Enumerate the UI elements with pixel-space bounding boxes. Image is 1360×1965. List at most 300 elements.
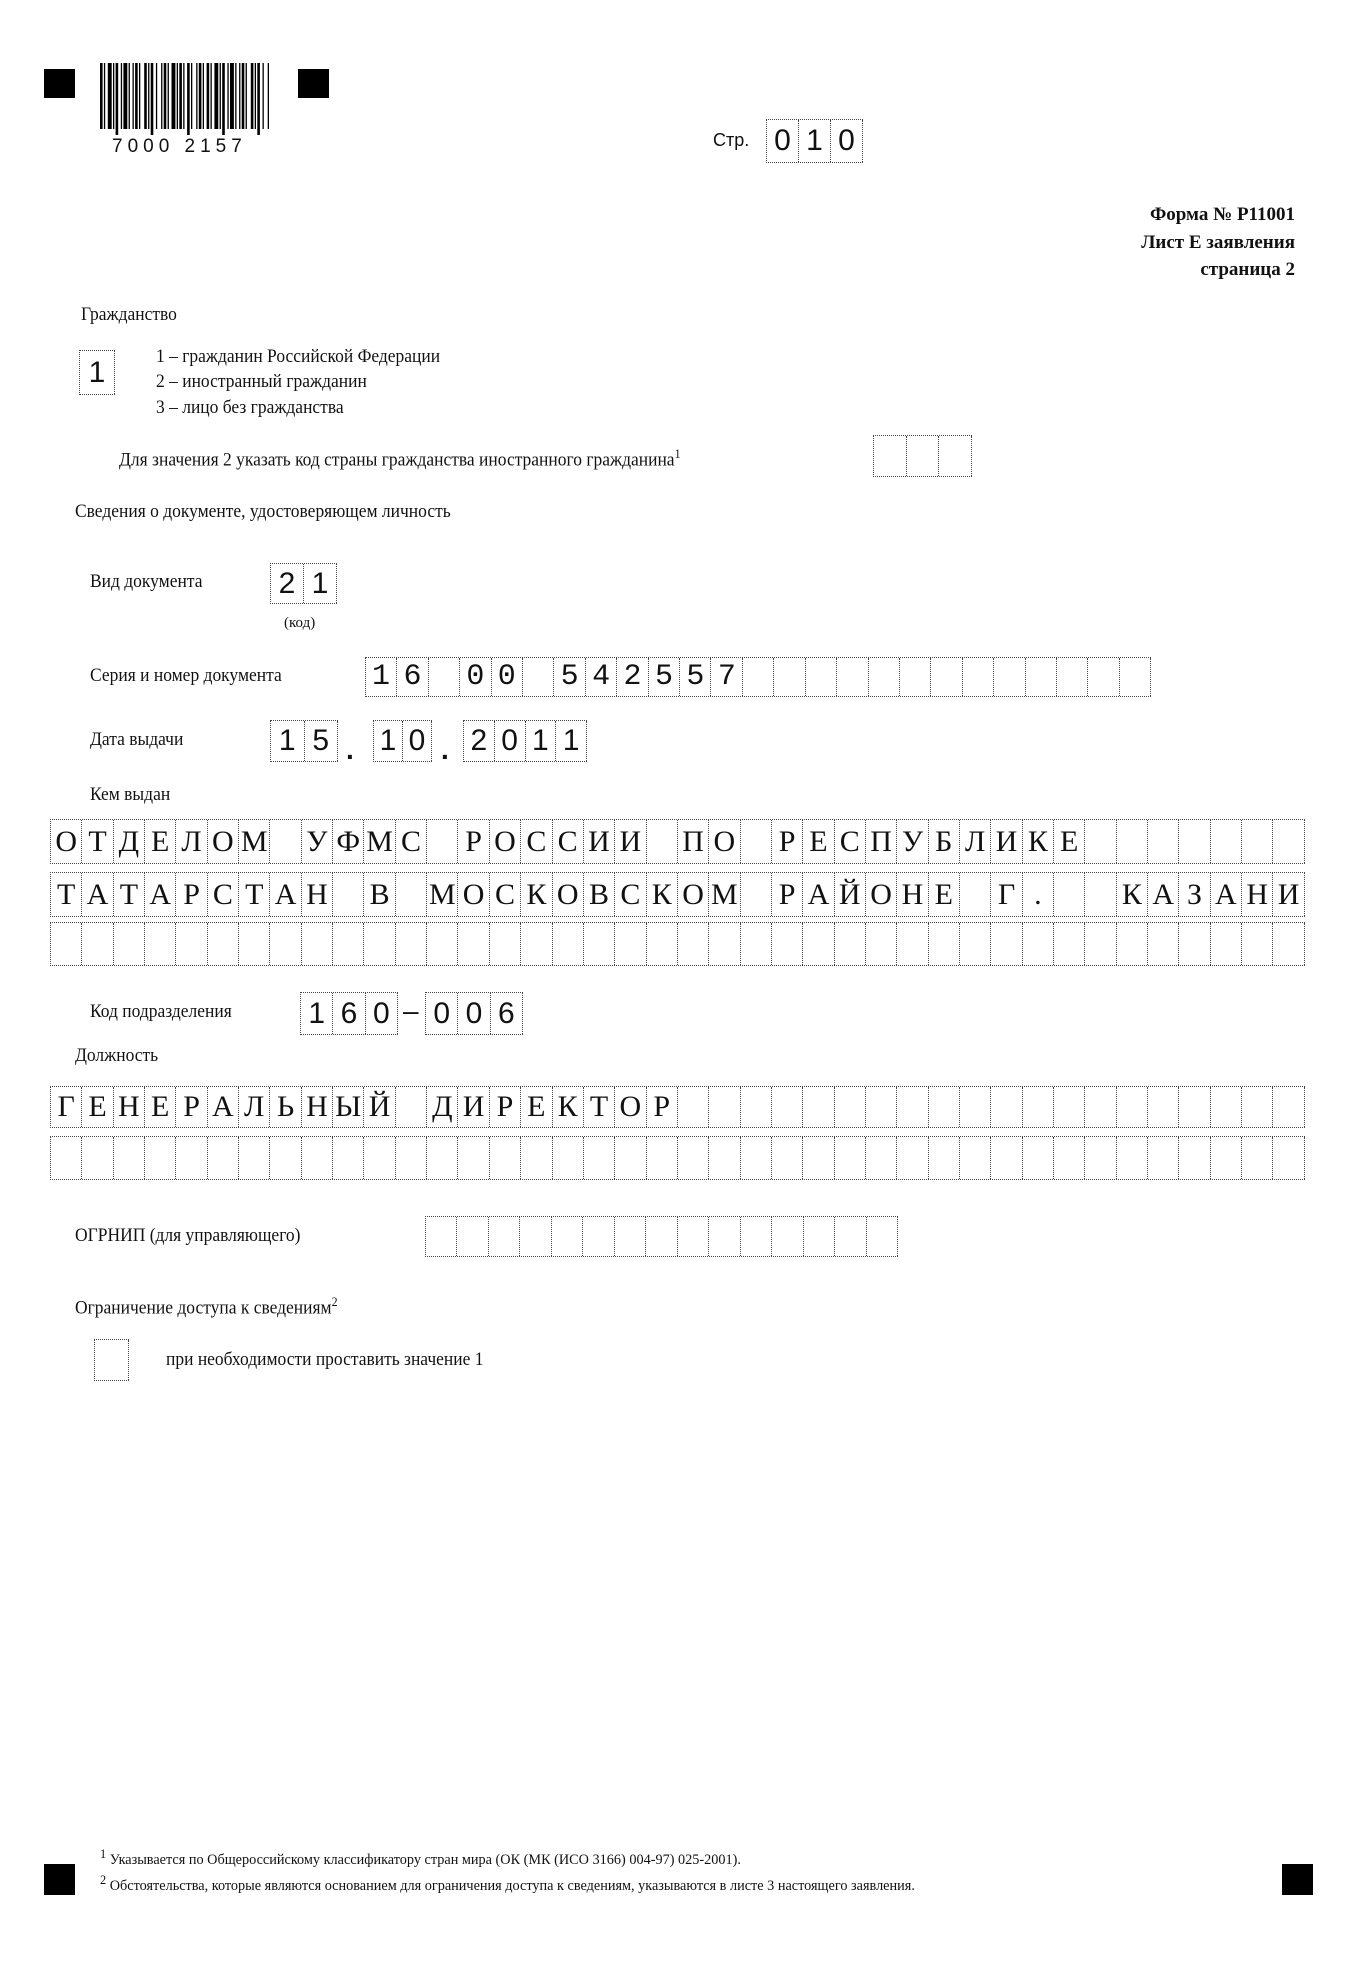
char-cell[interactable] (51, 1137, 82, 1179)
char-cell[interactable] (1085, 873, 1116, 916)
char-cell[interactable]: Р (176, 873, 207, 916)
char-cell[interactable] (333, 1137, 364, 1179)
barcode-bar (230, 63, 234, 129)
char-cell[interactable] (803, 923, 834, 965)
char-cell[interactable] (1179, 1137, 1210, 1179)
char-cell[interactable] (772, 1137, 803, 1179)
char-cell[interactable] (835, 1217, 866, 1256)
char-cell[interactable]: К (521, 873, 552, 916)
char-cell[interactable]: Ф (333, 820, 364, 863)
char-cell[interactable]: С (396, 820, 427, 863)
char-cell[interactable] (1179, 1087, 1210, 1127)
char-cell[interactable]: О (553, 873, 584, 916)
char-cell[interactable] (489, 1217, 520, 1256)
citizenship-title: Гражданство (81, 304, 177, 325)
barcode-bar (227, 63, 228, 129)
char-cell[interactable] (1054, 1087, 1085, 1127)
char-cell[interactable]: Н (302, 873, 333, 916)
char-cell[interactable] (866, 1137, 897, 1179)
char-cell[interactable]: 1 (526, 721, 557, 761)
char-cell[interactable] (1273, 820, 1304, 863)
char-cell[interactable]: В (584, 873, 615, 916)
char-cell[interactable]: И (615, 820, 646, 863)
char-cell[interactable]: 1 (374, 721, 403, 761)
char-cell[interactable]: О (51, 820, 82, 863)
char-cell[interactable] (1117, 820, 1148, 863)
char-cell[interactable] (709, 1217, 740, 1256)
char-cell[interactable] (647, 923, 678, 965)
identity-doc-title: Сведения о документе, удостоверяющем личность (75, 501, 451, 522)
char-cell[interactable] (457, 1217, 488, 1256)
barcode-bar (133, 63, 134, 129)
char-cell[interactable] (907, 436, 940, 476)
char-cell[interactable]: Т (584, 1087, 615, 1127)
char-cell[interactable] (1148, 1087, 1179, 1127)
char-cell[interactable] (866, 923, 897, 965)
char-cell[interactable] (615, 1137, 646, 1179)
char-cell[interactable] (804, 1217, 835, 1256)
char-cell[interactable] (678, 1217, 709, 1256)
char-cell[interactable] (772, 1087, 803, 1127)
char-cell[interactable] (678, 1087, 709, 1127)
char-cell[interactable] (521, 1137, 552, 1179)
char-cell[interactable] (396, 923, 427, 965)
char-cell[interactable]: И (458, 1087, 489, 1127)
char-cell[interactable] (1085, 1087, 1116, 1127)
char-cell[interactable] (176, 923, 207, 965)
char-cell[interactable]: П (678, 820, 709, 863)
char-cell[interactable] (929, 1137, 960, 1179)
char-cell[interactable] (1054, 923, 1085, 965)
char-cell[interactable] (583, 1217, 614, 1256)
char-cell[interactable] (208, 923, 239, 965)
char-cell[interactable]: О (615, 1087, 646, 1127)
char-cell[interactable]: 6 (333, 993, 365, 1034)
char-cell[interactable] (929, 1087, 960, 1127)
char-cell[interactable]: Р (647, 1087, 678, 1127)
char-cell[interactable] (114, 1137, 145, 1179)
char-cell[interactable] (1085, 820, 1116, 863)
barcode-bar (211, 63, 212, 129)
char-cell[interactable] (302, 1137, 333, 1179)
position-row[interactable] (50, 1086, 1305, 1128)
char-cell[interactable] (991, 923, 1022, 965)
char-cell[interactable]: 1 (304, 564, 337, 603)
char-cell[interactable]: Б (929, 820, 960, 863)
char-cell[interactable]: В (364, 873, 395, 916)
char-cell[interactable]: Г (51, 1087, 82, 1127)
char-cell[interactable]: О (709, 820, 740, 863)
char-cell[interactable] (176, 1137, 207, 1179)
series-number-value[interactable]: 16 00 542557 (372, 660, 750, 694)
char-cell[interactable] (741, 1217, 772, 1256)
char-cell[interactable] (396, 1087, 427, 1127)
barcode-bar (255, 63, 256, 129)
char-cell[interactable]: А (82, 873, 113, 916)
char-cell[interactable] (270, 923, 301, 965)
char-cell[interactable]: Т (51, 873, 82, 916)
char-cell[interactable]: Л (960, 820, 991, 863)
char-cell[interactable] (1054, 1137, 1085, 1179)
char-cell[interactable] (520, 1217, 551, 1256)
char-cell[interactable]: 0 (831, 120, 863, 162)
char-cell[interactable] (994, 658, 1025, 696)
barcode-bar (139, 63, 140, 129)
char-cell[interactable]: 0 (458, 993, 490, 1034)
barcode-bar (129, 63, 130, 129)
ogrnip-field[interactable] (425, 1216, 898, 1257)
char-cell[interactable]: Д (114, 820, 145, 863)
char-cell[interactable] (741, 873, 772, 916)
issued-by-label: Кем выдан (90, 784, 171, 805)
char-cell[interactable] (741, 923, 772, 965)
char-cell[interactable]: Т (82, 820, 113, 863)
registration-mark (44, 1864, 75, 1895)
char-cell[interactable]: А (803, 873, 834, 916)
char-cell[interactable]: 1 (80, 351, 115, 394)
footnote-mark: 1 (100, 1846, 107, 1861)
position-row[interactable] (50, 1136, 1305, 1180)
char-cell[interactable] (239, 1137, 270, 1179)
barcode-bar (235, 63, 236, 129)
char-cell[interactable]: Р (772, 873, 803, 916)
char-cell[interactable] (1117, 1087, 1148, 1127)
char-cell[interactable] (1273, 1137, 1304, 1179)
char-cell[interactable] (1148, 1137, 1179, 1179)
char-cell[interactable]: С (208, 873, 239, 916)
char-cell[interactable] (931, 658, 962, 696)
char-cell[interactable] (1088, 658, 1119, 696)
char-cell[interactable] (552, 1217, 583, 1256)
char-cell[interactable] (772, 1217, 803, 1256)
char-cell[interactable]: Д (427, 1087, 458, 1127)
char-cell[interactable] (1179, 923, 1210, 965)
char-cell[interactable]: А (270, 873, 301, 916)
char-cell[interactable] (1242, 923, 1273, 965)
char-cell[interactable]: Е (145, 820, 176, 863)
char-cell[interactable]: Р (772, 820, 803, 863)
char-cell[interactable] (939, 436, 972, 476)
char-cell[interactable]: К (1117, 873, 1148, 916)
char-cell[interactable]: 2 (464, 721, 495, 761)
char-cell[interactable] (1211, 820, 1242, 863)
char-cell[interactable]: П (866, 820, 897, 863)
char-cell[interactable]: О (678, 873, 709, 916)
char-cell[interactable] (678, 923, 709, 965)
char-cell[interactable] (741, 1087, 772, 1127)
char-cell[interactable] (1148, 923, 1179, 965)
char-cell[interactable]: 0 (366, 993, 398, 1034)
char-cell[interactable]: Е (1054, 820, 1085, 863)
issue-date-year[interactable] (463, 720, 587, 762)
char-cell[interactable]: М (709, 873, 740, 916)
issued-by-row[interactable] (50, 872, 1305, 917)
char-cell[interactable]: М (364, 820, 395, 863)
char-cell[interactable]: Т (239, 873, 270, 916)
char-cell[interactable]: О (490, 820, 521, 863)
char-cell[interactable]: Ь (270, 1087, 301, 1127)
char-cell[interactable]: Н (897, 873, 928, 916)
barcode-bar (191, 63, 192, 129)
char-cell[interactable] (929, 923, 960, 965)
char-cell[interactable]: Е (803, 820, 834, 863)
char-cell[interactable]: А (145, 873, 176, 916)
char-cell[interactable]: О (208, 820, 239, 863)
char-cell[interactable]: 5 (305, 721, 339, 761)
barcode-bar (239, 63, 240, 129)
char-cell[interactable] (458, 923, 489, 965)
char-cell[interactable]: С (490, 873, 521, 916)
char-cell[interactable]: И (584, 820, 615, 863)
char-cell[interactable] (709, 923, 740, 965)
char-cell[interactable] (553, 923, 584, 965)
char-cell[interactable] (1085, 1137, 1116, 1179)
char-cell[interactable] (1057, 658, 1088, 696)
char-cell[interactable] (1023, 1087, 1054, 1127)
char-cell[interactable]: К (553, 1087, 584, 1127)
char-cell[interactable] (114, 923, 145, 965)
char-cell[interactable] (835, 923, 866, 965)
barcode-bar (172, 63, 176, 129)
char-cell[interactable]: Ы (333, 1087, 364, 1127)
char-cell[interactable] (806, 658, 837, 696)
char-cell[interactable] (963, 658, 994, 696)
char-cell[interactable]: У (897, 820, 928, 863)
char-cell[interactable] (709, 1137, 740, 1179)
barcode-bar (257, 63, 260, 135)
issue-date-day[interactable] (270, 720, 338, 762)
issued-by-row[interactable] (50, 819, 1305, 864)
citizenship-option: 2 – иностранный гражданин (156, 371, 367, 392)
char-cell[interactable]: Р (490, 1087, 521, 1127)
char-cell[interactable] (741, 1137, 772, 1179)
barcode-bar (263, 63, 264, 129)
char-cell[interactable] (521, 923, 552, 965)
char-cell[interactable]: С (835, 820, 866, 863)
char-cell[interactable] (82, 923, 113, 965)
char-cell[interactable] (960, 1137, 991, 1179)
char-cell[interactable]: Е (929, 873, 960, 916)
char-cell[interactable] (270, 1137, 301, 1179)
char-cell[interactable] (960, 1087, 991, 1127)
char-cell[interactable] (396, 1137, 427, 1179)
char-cell[interactable] (1211, 1087, 1242, 1127)
issue-date-month[interactable] (373, 720, 432, 762)
char-cell[interactable]: У (302, 820, 333, 863)
char-cell[interactable] (678, 1137, 709, 1179)
barcode-bar (104, 63, 105, 129)
citizenship-field[interactable] (79, 350, 115, 395)
dept-code-separator: – (403, 995, 419, 1026)
char-cell[interactable] (1023, 1137, 1054, 1179)
char-cell[interactable]: 1 (556, 721, 587, 761)
char-cell[interactable]: С (615, 873, 646, 916)
date-separator: . (346, 734, 354, 765)
char-cell[interactable] (615, 1217, 646, 1256)
char-cell[interactable] (1273, 1087, 1304, 1127)
char-cell[interactable]: К (647, 873, 678, 916)
char-cell[interactable]: З (1179, 873, 1210, 916)
char-cell[interactable] (741, 820, 772, 863)
char-cell[interactable] (874, 436, 907, 476)
char-cell[interactable] (647, 1137, 678, 1179)
page-number-field[interactable] (766, 119, 863, 163)
char-cell[interactable]: 6 (491, 993, 523, 1034)
char-cell[interactable]: О (866, 873, 897, 916)
dept-code-part1[interactable] (300, 992, 398, 1035)
char-cell[interactable] (364, 1137, 395, 1179)
restriction-field[interactable] (94, 1339, 129, 1381)
doc-type-field[interactable] (270, 563, 337, 604)
char-cell[interactable] (1054, 873, 1085, 916)
barcode-bar (135, 63, 138, 129)
char-cell[interactable] (333, 873, 364, 916)
char-cell[interactable] (95, 1340, 129, 1380)
char-cell[interactable] (960, 873, 991, 916)
char-cell[interactable] (835, 1087, 866, 1127)
char-cell[interactable] (427, 1137, 458, 1179)
char-cell[interactable] (897, 1137, 928, 1179)
char-cell[interactable] (897, 1087, 928, 1127)
char-cell[interactable] (803, 1087, 834, 1127)
char-cell[interactable]: Р (176, 1087, 207, 1127)
char-cell[interactable]: Т (114, 873, 145, 916)
char-cell[interactable] (774, 658, 805, 696)
char-cell[interactable] (145, 923, 176, 965)
char-cell[interactable] (584, 1137, 615, 1179)
char-cell[interactable]: Н (114, 1087, 145, 1127)
barcode-bar (203, 63, 204, 129)
char-cell[interactable] (1211, 1137, 1242, 1179)
char-cell[interactable] (866, 1087, 897, 1127)
char-cell[interactable] (837, 658, 868, 696)
restriction-hint: при необходимости проставить значение 1 (166, 1349, 484, 1370)
char-cell[interactable] (960, 923, 991, 965)
char-cell[interactable]: Н (1242, 873, 1273, 916)
char-cell[interactable] (490, 1137, 521, 1179)
char-cell[interactable] (709, 1087, 740, 1127)
char-cell[interactable] (1242, 1087, 1273, 1127)
char-cell[interactable] (270, 820, 301, 863)
char-cell[interactable] (302, 923, 333, 965)
char-cell[interactable] (1117, 923, 1148, 965)
char-cell[interactable]: С (553, 820, 584, 863)
char-cell[interactable]: О (458, 873, 489, 916)
char-cell[interactable] (333, 923, 364, 965)
char-cell[interactable] (208, 1137, 239, 1179)
char-cell[interactable] (803, 1137, 834, 1179)
char-cell[interactable]: Р (458, 820, 489, 863)
char-cell[interactable] (427, 923, 458, 965)
char-cell[interactable] (490, 923, 521, 965)
char-cell[interactable] (82, 1137, 113, 1179)
char-cell[interactable] (1242, 820, 1273, 863)
char-cell[interactable]: . (1023, 873, 1054, 916)
char-cell[interactable] (1148, 820, 1179, 863)
char-cell[interactable] (646, 1217, 677, 1256)
char-cell[interactable] (991, 1087, 1022, 1127)
char-cell[interactable]: 0 (403, 721, 432, 761)
char-cell[interactable]: Е (82, 1087, 113, 1127)
char-cell[interactable] (900, 658, 931, 696)
char-cell[interactable] (553, 1137, 584, 1179)
char-cell[interactable]: М (427, 873, 458, 916)
char-cell[interactable] (647, 820, 678, 863)
char-cell[interactable]: И (991, 820, 1022, 863)
char-cell[interactable]: М (239, 820, 270, 863)
citizenship-option: 3 – лицо без гражданства (156, 397, 344, 418)
char-cell[interactable]: Е (145, 1087, 176, 1127)
barcode-bar (121, 63, 122, 129)
barcode-bar (199, 63, 202, 129)
issued-by-row[interactable] (50, 922, 1305, 966)
char-cell[interactable] (458, 1137, 489, 1179)
char-cell[interactable] (991, 1137, 1022, 1179)
char-cell[interactable]: 2 (271, 564, 304, 603)
char-cell[interactable]: Л (176, 820, 207, 863)
page-label: Стр. (713, 130, 750, 150)
char-cell[interactable]: Л (239, 1087, 270, 1127)
char-cell[interactable] (427, 820, 458, 863)
char-cell[interactable]: 1 (271, 721, 305, 761)
char-cell[interactable] (869, 658, 900, 696)
char-cell[interactable] (584, 923, 615, 965)
char-cell[interactable] (1211, 923, 1242, 965)
char-cell[interactable]: 0 (426, 993, 458, 1034)
char-cell[interactable]: Й (835, 873, 866, 916)
char-cell[interactable] (145, 1137, 176, 1179)
char-cell[interactable]: А (1148, 873, 1179, 916)
char-cell[interactable] (426, 1217, 457, 1256)
char-cell[interactable] (239, 923, 270, 965)
char-cell[interactable] (1273, 923, 1304, 965)
char-cell[interactable] (1085, 923, 1116, 965)
country-code-label-text: Для значения 2 указать код страны гражданства иностранного гражданина (119, 449, 675, 471)
char-cell[interactable]: Й (364, 1087, 395, 1127)
country-code-field[interactable] (873, 435, 972, 477)
char-cell[interactable]: Г (991, 873, 1022, 916)
char-cell[interactable]: Н (302, 1087, 333, 1127)
char-cell[interactable] (772, 923, 803, 965)
char-cell[interactable] (1179, 820, 1210, 863)
char-cell[interactable]: С (521, 820, 552, 863)
dept-code-part2[interactable] (425, 992, 523, 1035)
char-cell[interactable]: Е (521, 1087, 552, 1127)
char-cell[interactable] (1026, 658, 1057, 696)
char-cell[interactable] (867, 1217, 898, 1256)
char-cell[interactable]: 0 (767, 120, 799, 162)
char-cell[interactable] (897, 923, 928, 965)
barcode-bar (222, 63, 225, 135)
char-cell[interactable]: А (208, 1087, 239, 1127)
char-cell[interactable] (1117, 1137, 1148, 1179)
char-cell[interactable] (396, 873, 427, 916)
char-cell[interactable]: А (1211, 873, 1242, 916)
char-cell[interactable]: 1 (301, 993, 333, 1034)
barcode-bar (251, 63, 254, 129)
char-cell[interactable] (51, 923, 82, 965)
char-cell[interactable] (1120, 658, 1151, 696)
char-cell[interactable]: 1 (799, 120, 831, 162)
char-cell[interactable]: 0 (495, 721, 526, 761)
char-cell[interactable]: К (1023, 820, 1054, 863)
char-cell[interactable] (615, 923, 646, 965)
char-cell[interactable] (364, 923, 395, 965)
char-cell[interactable] (835, 1137, 866, 1179)
char-cell[interactable]: И (1273, 873, 1304, 916)
char-cell[interactable] (1242, 1137, 1273, 1179)
char-cell[interactable] (1023, 923, 1054, 965)
